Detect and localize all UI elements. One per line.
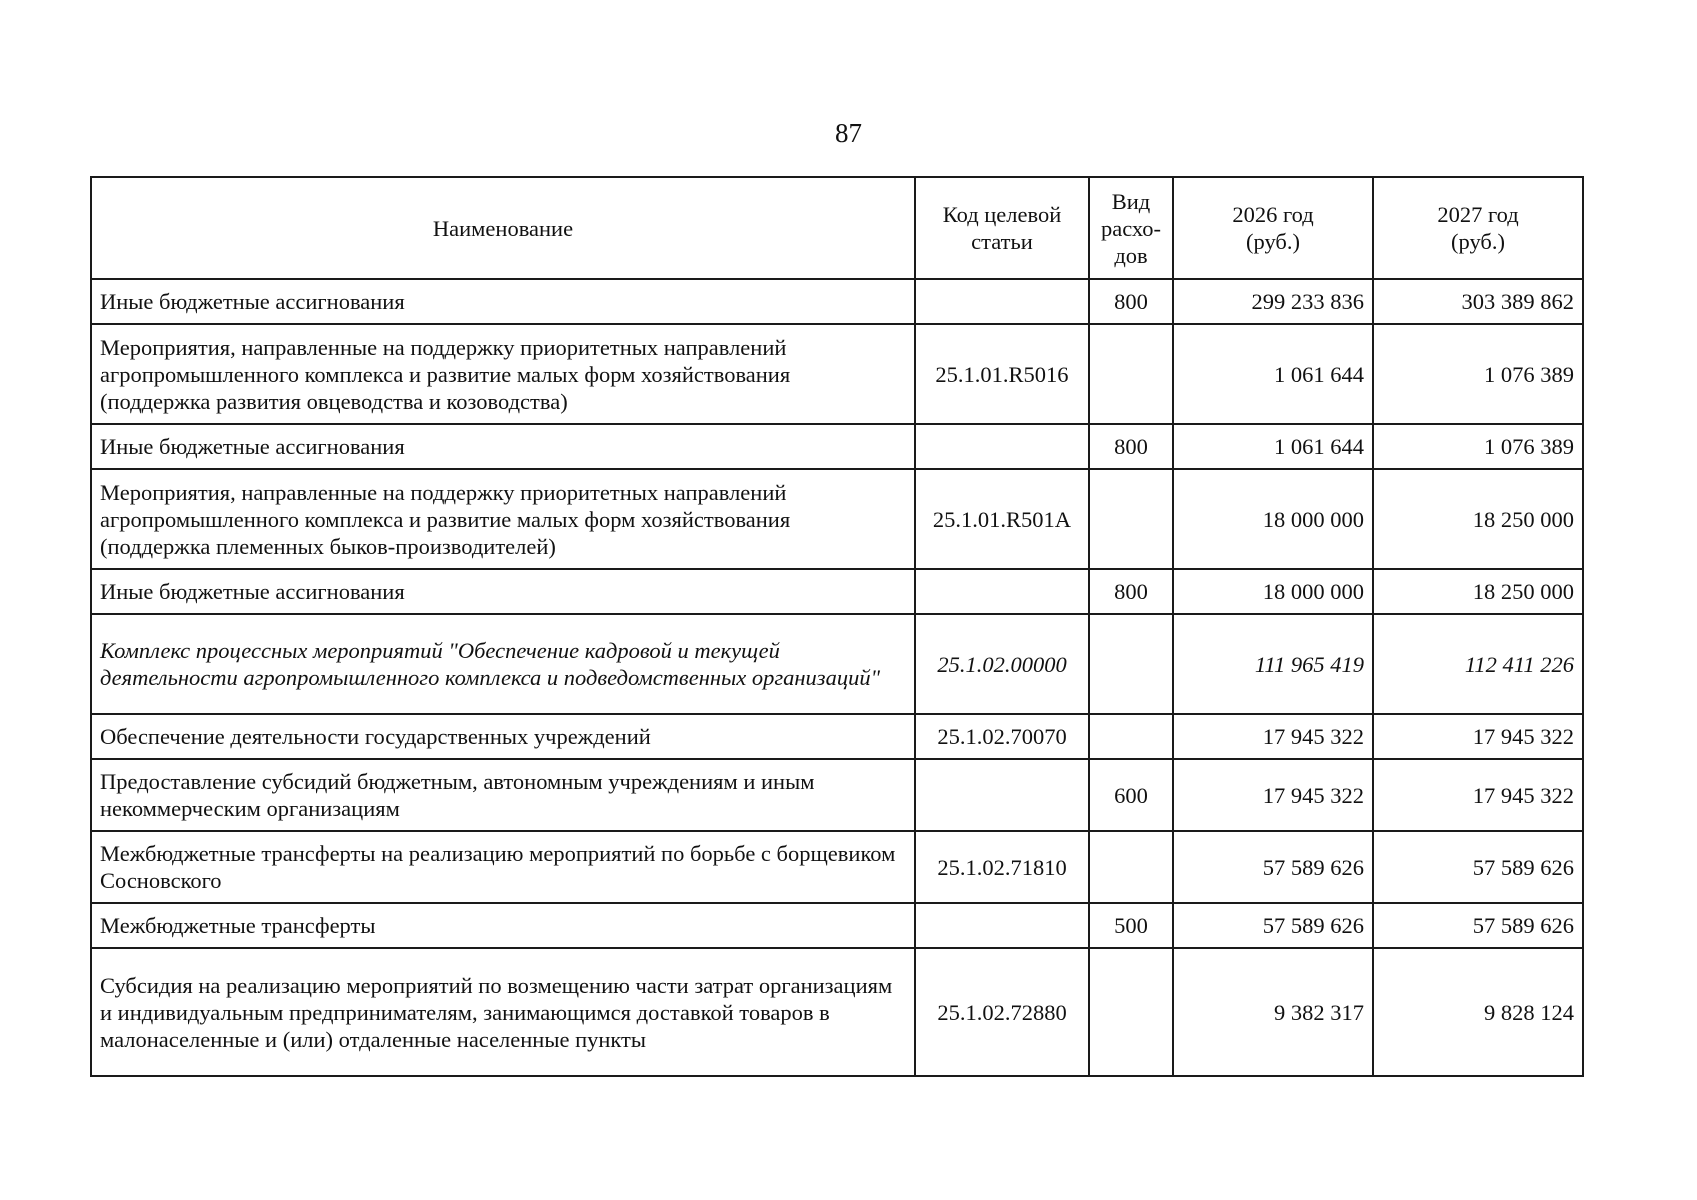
- row-kind: [1089, 324, 1173, 424]
- header-2027-line1: 2027 год: [1437, 202, 1519, 227]
- row-kind: [1089, 469, 1173, 569]
- row-2027: 17 945 322: [1373, 714, 1583, 759]
- header-code: [915, 177, 1089, 279]
- row-2026: 111 965 419: [1173, 614, 1373, 714]
- table-row: [91, 759, 1583, 831]
- row-name: Иные бюджетные ассигнования: [91, 279, 915, 324]
- header-2027: [1373, 177, 1583, 279]
- row-2026: 9 382 317: [1173, 948, 1373, 1076]
- row-2026: 18 000 000: [1173, 469, 1373, 569]
- row-kind: [1089, 614, 1173, 714]
- header-kind-line2: расхо-: [1100, 215, 1162, 241]
- row-2026: 18 000 000: [1173, 569, 1373, 614]
- row-name: Межбюджетные трансферты на реализацию мероприятий по борьбе с борщевиком Сосновского: [91, 831, 915, 903]
- row-name: Мероприятия, направленные на поддержку приоритетных направлений агропромышленного комплекса и развитие малых форм хозяйствования (поддержка племенных быков-производителей): [91, 469, 915, 569]
- row-2026: 299 233 836: [1173, 279, 1373, 324]
- row-kind: 800: [1089, 424, 1173, 469]
- row-code: 25.1.02.72880: [915, 948, 1089, 1076]
- row-2027: 18 250 000: [1373, 569, 1583, 614]
- row-2027: 9 828 124: [1373, 948, 1583, 1076]
- row-kind: [1089, 948, 1173, 1076]
- row-name: Комплекс процессных мероприятий "Обеспечение кадровой и текущей деятельности агропромышленного комплекса и подведомственных организаций": [91, 614, 915, 714]
- row-code: [915, 903, 1089, 948]
- row-2026: 1 061 644: [1173, 424, 1373, 469]
- row-2026: 17 945 322: [1173, 759, 1373, 831]
- table-row: [91, 569, 1583, 614]
- row-2026: 57 589 626: [1173, 903, 1373, 948]
- row-kind: 800: [1089, 279, 1173, 324]
- row-code: [915, 569, 1089, 614]
- row-2027: 57 589 626: [1373, 831, 1583, 903]
- row-2027: 1 076 389: [1373, 424, 1583, 469]
- row-2026: 17 945 322: [1173, 714, 1373, 759]
- row-kind: 600: [1089, 759, 1173, 831]
- table-row: [91, 614, 1583, 714]
- row-2027: 1 076 389: [1373, 324, 1583, 424]
- row-2027: 17 945 322: [1373, 759, 1583, 831]
- header-kind: [1089, 177, 1173, 279]
- row-code: [915, 424, 1089, 469]
- row-code: 25.1.02.71810: [915, 831, 1089, 903]
- table-row: [91, 424, 1583, 469]
- header-2027-line2: (руб.): [1451, 229, 1505, 254]
- row-2027: 18 250 000: [1373, 469, 1583, 569]
- header-2026: [1173, 177, 1373, 279]
- row-2027: 303 389 862: [1373, 279, 1583, 324]
- row-name: Предоставление субсидий бюджетным, автономным учреждениям и иным некоммерческим организациям: [91, 759, 915, 831]
- header-code-line1: Код целевой: [942, 202, 1062, 227]
- table-row: [91, 324, 1583, 424]
- row-2026: 57 589 626: [1173, 831, 1373, 903]
- table-row: [91, 279, 1583, 324]
- row-name: Иные бюджетные ассигнования: [91, 424, 915, 469]
- row-code: 25.1.01.R5016: [915, 324, 1089, 424]
- row-name: Мероприятия, направленные на поддержку приоритетных направлений агропромышленного комплекса и развитие малых форм хозяйствования (поддержка развития овцеводства и козоводства): [91, 324, 915, 424]
- table-row: [91, 469, 1583, 569]
- header-code-line2: статьи: [971, 229, 1033, 254]
- header-name-label: Наименование: [432, 215, 574, 241]
- row-code: 25.1.01.R501A: [915, 469, 1089, 569]
- page-number: 87: [835, 118, 862, 148]
- row-code: 25.1.02.00000: [915, 614, 1089, 714]
- row-name: Обеспечение деятельности государственных учреждений: [91, 714, 915, 759]
- row-2026: 1 061 644: [1173, 324, 1373, 424]
- header-kind-line3: дов: [1114, 242, 1148, 268]
- row-2027: 112 411 226: [1373, 614, 1583, 714]
- row-code: [915, 759, 1089, 831]
- header-kind-line1: Вид: [1111, 188, 1151, 214]
- table-row: [91, 948, 1583, 1076]
- table-row: [91, 714, 1583, 759]
- row-code: 25.1.02.70070: [915, 714, 1089, 759]
- table-header-row: [91, 177, 1583, 279]
- header-2026-line1: 2026 год: [1232, 202, 1314, 227]
- table-row: [91, 903, 1583, 948]
- row-kind: [1089, 831, 1173, 903]
- row-name: Субсидия на реализацию мероприятий по возмещению части затрат организациям и индивидуальным предпринимателям, занимающимся доставкой товаров в малонаселенные и (или) отдаленные населенные пункты: [91, 948, 915, 1076]
- row-code: [915, 279, 1089, 324]
- row-kind: 500: [1089, 903, 1173, 948]
- budget-table: [90, 176, 1584, 1077]
- row-2027: 57 589 626: [1373, 903, 1583, 948]
- row-kind: [1089, 714, 1173, 759]
- header-2026-line2: (руб.): [1246, 229, 1300, 254]
- row-name: Межбюджетные трансферты: [91, 903, 915, 948]
- row-name: Иные бюджетные ассигнования: [91, 569, 915, 614]
- table-row: [91, 831, 1583, 903]
- header-name: [91, 177, 915, 279]
- row-kind: 800: [1089, 569, 1173, 614]
